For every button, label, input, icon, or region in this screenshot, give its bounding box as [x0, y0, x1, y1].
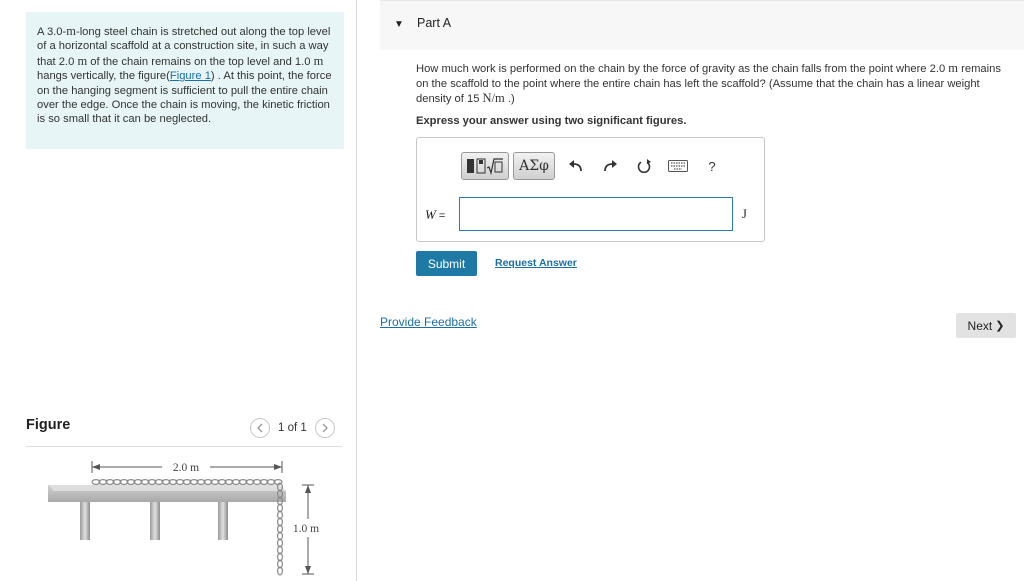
- unit-meter: m: [77, 53, 88, 68]
- templates-button[interactable]: [461, 152, 509, 180]
- unit-meter: m: [313, 53, 324, 68]
- vertical-dimension: [293, 485, 319, 574]
- chevron-right-icon[interactable]: [315, 418, 335, 438]
- problem-statement: [26, 12, 344, 149]
- variable-symbol: W: [425, 207, 436, 222]
- part-label: Part A: [417, 16, 452, 30]
- answer-input[interactable]: [459, 197, 733, 231]
- math-toolbar: [461, 152, 725, 180]
- question-segment: remains on the scaffold to the point where the entire chain has left the scaffold? (Assume that the chain has a linear weight density of 15: [416, 63, 1001, 106]
- horizontal-chain: [92, 480, 282, 485]
- question-segment: How much work is performed on the chain by the force of gravity as the chain falls from the point where 2.0: [416, 63, 949, 75]
- scaffold-chain-figure: [40, 455, 340, 577]
- question-text: [416, 61, 1016, 107]
- redo-icon[interactable]: [597, 152, 623, 180]
- answer-variable: [425, 207, 445, 223]
- horizontal-dimension: [92, 461, 282, 474]
- scaffold-leg: [80, 502, 90, 540]
- scaffold-leg: [150, 502, 160, 540]
- problem-text: A 3.0-: [37, 26, 67, 38]
- next-label: Next: [967, 318, 993, 333]
- undo-icon[interactable]: [563, 152, 589, 180]
- submit-button[interactable]: Submit: [416, 251, 477, 276]
- problem-text: of the chain remains on the top level and 1.0: [87, 55, 314, 68]
- figure-navigation: [250, 418, 335, 438]
- problem-text: -long steel chain is stretched out along the top level of a horizontal scaffold at a construction site, in such a way that 2.0: [37, 26, 331, 68]
- figure-count: 1 of 1: [278, 422, 307, 434]
- answer-panel: [416, 137, 765, 242]
- request-answer-link[interactable]: Request Answer: [495, 257, 577, 269]
- figure-title: Figure: [26, 417, 71, 433]
- triangle-down-icon[interactable]: ▼: [394, 19, 404, 30]
- instruction-text: Express your answer using two significant figures.: [416, 115, 687, 127]
- keyboard-icon[interactable]: [665, 152, 691, 180]
- question-segment: .): [504, 93, 515, 106]
- help-icon[interactable]: ?: [708, 158, 716, 174]
- problem-text: hangs vertically, the figure(: [37, 70, 170, 83]
- horizontal-label: 2.0 m: [172, 462, 200, 474]
- unit-meter: m: [66, 24, 76, 38]
- column-divider: [356, 0, 357, 581]
- provide-feedback-link[interactable]: Provide Feedback: [380, 315, 477, 329]
- next-button[interactable]: [956, 313, 1016, 338]
- templates-icon: [465, 156, 505, 176]
- part-a-header[interactable]: [380, 0, 1024, 50]
- hanging-chain: [278, 483, 283, 575]
- chevron-left-icon[interactable]: [250, 418, 270, 438]
- unit-newton-per-meter: N/m: [482, 91, 505, 106]
- unit-meter: m: [948, 61, 959, 75]
- figure-link[interactable]: Figure 1: [169, 70, 211, 83]
- scaffold-leg: [218, 502, 228, 540]
- problem-text: ) . At this point, the force on the hanging segment is sufficient to pull the entire chain over the edge. Once the chain is moving, the kinetic friction is so small that it can be neglected.: [37, 70, 332, 126]
- equals-sign: =: [438, 210, 446, 222]
- chevron-right-icon: ❯: [995, 320, 1005, 332]
- greek-symbols-button[interactable]: ΑΣφ: [513, 152, 555, 180]
- vertical-label: 1.0 m: [292, 523, 320, 535]
- figure-rule: [26, 446, 342, 447]
- reset-icon[interactable]: [631, 152, 657, 180]
- answer-unit: J: [742, 207, 747, 221]
